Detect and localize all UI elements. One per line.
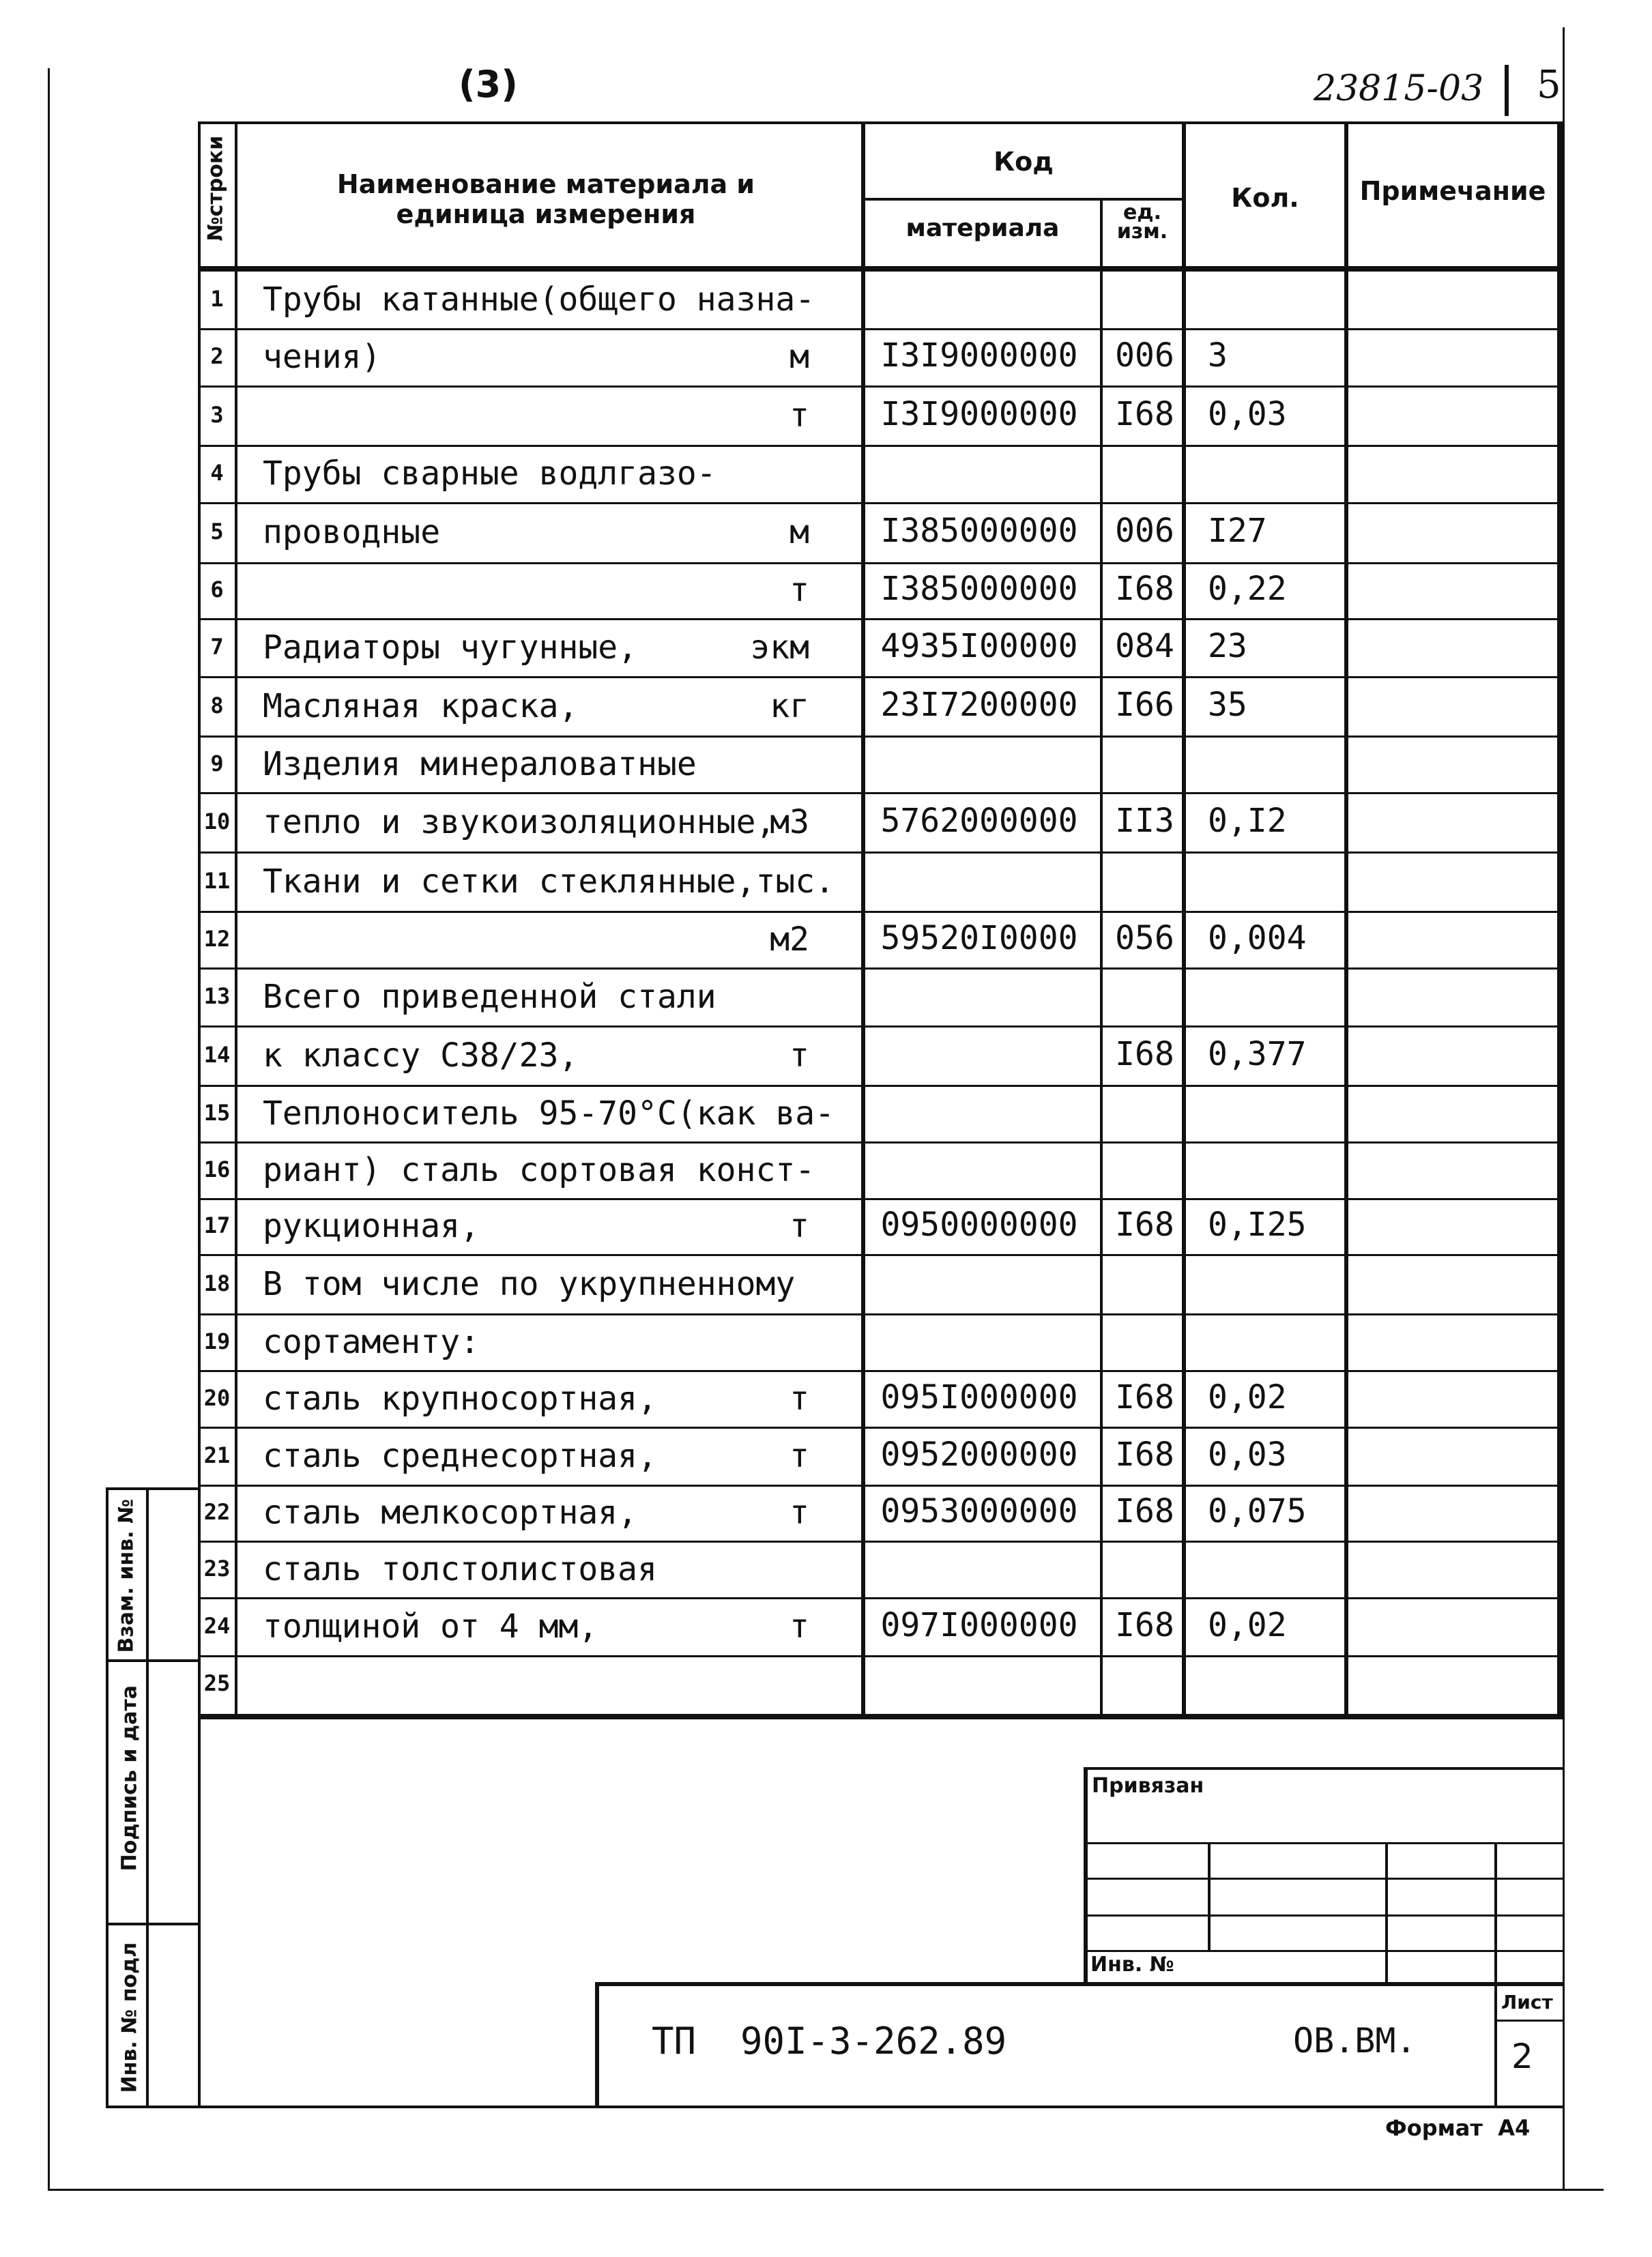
- row-separator: [198, 502, 1563, 504]
- row-number: 19: [203, 1328, 231, 1354]
- material-name: чения): [263, 338, 381, 376]
- row-number: 10: [203, 808, 231, 834]
- material-code: 5762000000: [880, 801, 1078, 840]
- row-number: 2: [210, 343, 224, 369]
- frame-bottom: [48, 2189, 1604, 2191]
- quantity: 0,004: [1208, 918, 1307, 957]
- material-unit: т: [789, 396, 809, 435]
- stamp-h1: [1084, 1842, 1564, 1844]
- page-number-divider: [1505, 65, 1509, 116]
- unit-code: I66: [1115, 685, 1174, 724]
- material-unit: т: [789, 571, 809, 609]
- sheet-number: 2: [1511, 2037, 1533, 2076]
- stamp-bound-label: Привязан: [1092, 1774, 1204, 1798]
- unit-code: I68: [1115, 1206, 1174, 1244]
- quantity: 0,03: [1208, 1435, 1287, 1474]
- hdr-sep-3: [1100, 198, 1103, 1718]
- side-label-inv-podl: Инв. № подл: [117, 1942, 142, 2093]
- stamp-left: [1084, 1767, 1088, 1985]
- project-mark: ОВ.ВМ.: [1293, 2021, 1417, 2061]
- side-label-vzam: Взам. инв. №: [114, 1498, 139, 1653]
- name-header: Наименование материала и единица измерения: [336, 169, 755, 229]
- unit-code: 084: [1115, 626, 1174, 665]
- material-unit: т: [789, 1379, 809, 1418]
- material-name: Масляная краска,: [263, 686, 579, 725]
- stamp-h4: [1084, 1950, 1564, 1952]
- quantity: 0,I2: [1208, 801, 1287, 840]
- side-box-bottom: [106, 2106, 1564, 2108]
- material-name: сталь мелкосортная,: [263, 1494, 638, 1532]
- material-code: 095I000000: [880, 1378, 1078, 1416]
- row-separator: [198, 1370, 1563, 1372]
- material-code: 59520I0000: [880, 918, 1078, 957]
- material-name: сталь толстолистовая: [263, 1549, 657, 1588]
- row-separator: [198, 792, 1563, 794]
- material-name: Трубы катанные(общего назна-: [263, 280, 815, 319]
- unit-header: ед. изм.: [1116, 201, 1168, 244]
- unit-code: 006: [1115, 336, 1174, 375]
- row-no-header: №строки: [203, 135, 228, 242]
- row-separator: [198, 1025, 1563, 1028]
- sheet-mark: (3): [459, 63, 518, 106]
- material-unit: м3: [770, 802, 809, 841]
- unit-code: I68: [1115, 1378, 1174, 1416]
- stamp-h2: [1084, 1878, 1564, 1880]
- material-code: 23I7200000: [880, 685, 1078, 724]
- row-number: 3: [210, 401, 224, 428]
- side-label-sign: Подпись и дата: [117, 1685, 142, 1872]
- unit-code: I68: [1115, 1435, 1174, 1474]
- row-number: 23: [203, 1555, 231, 1582]
- quantity: 0,377: [1208, 1034, 1307, 1073]
- quantity: 0,I25: [1208, 1206, 1307, 1244]
- row-number: 7: [210, 633, 224, 660]
- doc-number: 23815-03: [1314, 68, 1484, 109]
- row-separator: [198, 1313, 1563, 1315]
- row-separator: [198, 1141, 1563, 1144]
- quantity: 0,02: [1208, 1378, 1287, 1416]
- material-unit: т: [789, 1494, 809, 1532]
- material-unit: м: [789, 513, 809, 551]
- material-name: сортаменту:: [263, 1322, 480, 1361]
- material-code: I385000000: [880, 512, 1078, 550]
- sheet-label-line: [1494, 2020, 1564, 2022]
- hdr-sep-1: [235, 121, 237, 1718]
- material-name: толщиной от 4 мм,: [263, 1607, 598, 1646]
- material-code: 0950000000: [880, 1206, 1078, 1244]
- row-separator: [198, 618, 1563, 620]
- row-number: 14: [203, 1041, 231, 1068]
- material-name: сталь крупносортная,: [263, 1379, 657, 1418]
- row-separator: [198, 1541, 1563, 1543]
- quantity: 0,03: [1208, 394, 1287, 433]
- code-header: Код: [994, 147, 1054, 177]
- material-name: сталь среднесортная,: [263, 1436, 657, 1475]
- quantity: 0,02: [1208, 1605, 1287, 1644]
- row-separator: [198, 911, 1563, 913]
- quantity: I27: [1208, 512, 1267, 550]
- row-separator: [198, 736, 1563, 738]
- quantity: 0,22: [1208, 570, 1287, 608]
- unit-code: I68: [1115, 1605, 1174, 1644]
- row-number: 15: [203, 1099, 231, 1126]
- material-code: 0952000000: [880, 1435, 1078, 1474]
- material-name: В том числе по укрупненному: [263, 1264, 796, 1303]
- row-number: 16: [203, 1156, 231, 1182]
- stamp-v1: [1208, 1842, 1211, 1951]
- row-separator: [198, 1085, 1563, 1087]
- material-name: риант) сталь сортовая конст-: [263, 1150, 815, 1189]
- inner-frame-left: [198, 1718, 201, 2107]
- row-number: 4: [210, 460, 224, 486]
- table-top: [198, 121, 1564, 124]
- hdr-sep-6: [1557, 121, 1563, 1718]
- frame-right: [1563, 27, 1565, 2190]
- row-number: 21: [203, 1442, 231, 1468]
- qty-header: Кол.: [1231, 183, 1299, 213]
- page-number: 5: [1537, 63, 1561, 107]
- row-separator: [198, 445, 1563, 447]
- unit-code: I68: [1115, 1034, 1174, 1073]
- material-code: I3I9000000: [880, 394, 1078, 433]
- material-name: Ткани и сетки стеклянные,тыс.: [263, 862, 835, 901]
- row-separator: [198, 1427, 1563, 1429]
- material-header: материала: [905, 214, 1060, 242]
- row-number: 20: [203, 1384, 231, 1411]
- row-separator: [198, 1655, 1563, 1657]
- row-number: 8: [210, 692, 224, 718]
- unit-code: II3: [1115, 801, 1174, 840]
- stamp-v3: [1494, 1842, 1497, 2108]
- material-unit: экм: [750, 628, 809, 667]
- material-unit: кг: [770, 686, 809, 725]
- row-separator: [198, 676, 1563, 678]
- material-code: 4935I00000: [880, 626, 1078, 665]
- row-number: 25: [203, 1670, 231, 1696]
- format-label: Формат А4: [1385, 2115, 1531, 2141]
- header-bottom: [198, 266, 1563, 272]
- stamp-top: [1084, 1767, 1564, 1770]
- material-name: Всего приведенной стали: [263, 977, 716, 1016]
- material-name: Изделия минераловатные: [263, 744, 697, 783]
- row-number: 5: [210, 519, 224, 544]
- side-box-div1: [106, 1659, 201, 1662]
- row-number: 6: [210, 577, 224, 602]
- row-number: 22: [203, 1499, 231, 1525]
- material-unit: т: [789, 1036, 809, 1075]
- stamp-v2: [1385, 1842, 1388, 1985]
- row-separator: [198, 1485, 1563, 1487]
- material-name: Радиаторы чугунные,: [263, 628, 638, 667]
- unit-code: I68: [1115, 394, 1174, 433]
- project-code: ТП 90I-3-262.89: [652, 2020, 1007, 2063]
- material-unit: м: [789, 338, 809, 376]
- material-name: рукционная,: [263, 1207, 480, 1245]
- unit-code: I68: [1115, 1492, 1174, 1530]
- material-code: 097I000000: [880, 1605, 1078, 1644]
- stamp-h3: [1084, 1914, 1564, 1917]
- side-box-right: [146, 1487, 149, 2108]
- quantity: 23: [1208, 626, 1247, 665]
- row-separator: [198, 1597, 1563, 1599]
- unit-code: 006: [1115, 512, 1174, 550]
- row-separator: [198, 1254, 1563, 1256]
- material-unit: т: [789, 1436, 809, 1475]
- row-number: 12: [203, 925, 231, 952]
- row-separator: [198, 1198, 1563, 1200]
- material-code: 0953000000: [880, 1492, 1078, 1530]
- table-bottom: [198, 1714, 1564, 1719]
- unit-code: 056: [1115, 918, 1174, 957]
- row-number: 9: [210, 750, 224, 776]
- material-name: Теплоноситель 95-70°С(как ва-: [263, 1094, 835, 1133]
- frame-left: [48, 68, 50, 2190]
- sheet-label: Лист: [1501, 1991, 1553, 2013]
- stamp-inv-label: Инв. №: [1090, 1953, 1174, 1977]
- title-block-left: [595, 1982, 599, 2108]
- material-name: к классу С38/23,: [263, 1036, 579, 1075]
- material-unit: т: [789, 1607, 809, 1646]
- row-separator: [198, 967, 1563, 970]
- material-name: проводные: [263, 513, 441, 551]
- material-code: I385000000: [880, 570, 1078, 608]
- material-code: I3I9000000: [880, 336, 1078, 375]
- material-unit: т: [789, 1207, 809, 1245]
- quantity: 0,075: [1208, 1492, 1307, 1530]
- row-number: 18: [203, 1270, 231, 1296]
- hdr-sep-5: [1344, 121, 1348, 1718]
- row-separator: [198, 562, 1563, 564]
- material-unit: м2: [770, 920, 809, 959]
- side-box-div2: [106, 1923, 201, 1925]
- row-separator: [198, 851, 1563, 854]
- side-box-top: [106, 1487, 201, 1490]
- row-number: 11: [203, 867, 231, 894]
- row-separator: [198, 385, 1563, 388]
- side-box-left: [106, 1487, 108, 2108]
- row-number: 13: [203, 982, 231, 1009]
- title-block-top: [595, 1982, 1564, 1986]
- row-number: 24: [203, 1612, 231, 1639]
- quantity: 3: [1208, 336, 1228, 375]
- row-number: 1: [210, 285, 224, 312]
- material-name: тепло и звукоизоляционные,: [263, 802, 776, 841]
- quantity: 35: [1208, 685, 1247, 724]
- unit-code: I68: [1115, 570, 1174, 608]
- row-number: 17: [203, 1212, 231, 1238]
- note-header: Примечание: [1359, 176, 1546, 206]
- row-separator: [198, 328, 1563, 330]
- material-name: Трубы сварные водлгазо-: [263, 454, 716, 493]
